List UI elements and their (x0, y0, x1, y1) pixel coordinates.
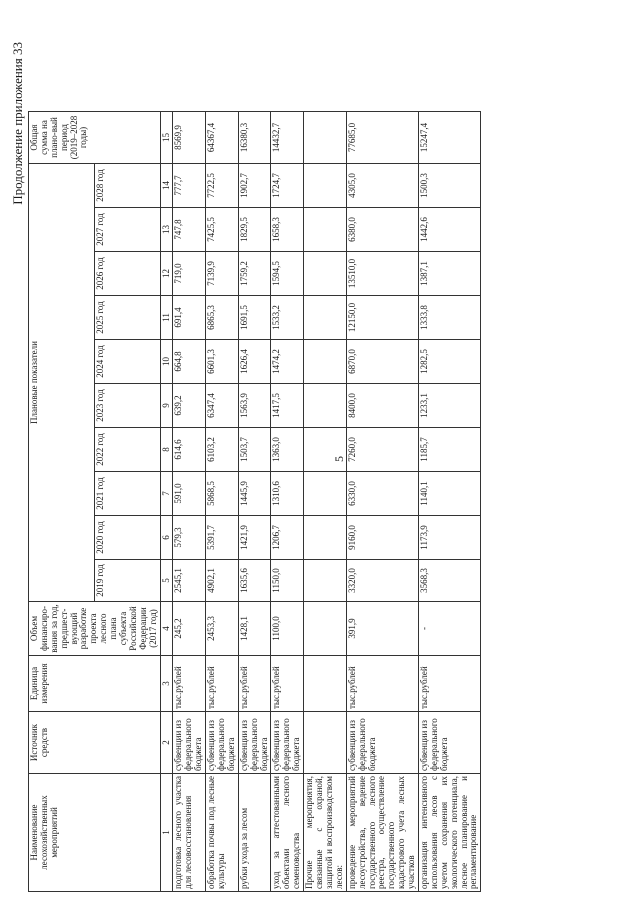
funding-source: субвенции из федерального бюджета (238, 712, 271, 774)
header-year: 2023 год (94, 384, 160, 428)
year-value: 8400,0 (346, 384, 418, 428)
unit: тыс.рублей (271, 656, 304, 712)
year-value: 7260,0 (346, 428, 418, 472)
year-value: 1310,6 (271, 472, 304, 516)
year-value: 1829,5 (238, 208, 271, 252)
total-value: 64367,4 (206, 112, 239, 164)
year-value: 5868,5 (206, 472, 239, 516)
section-title: Прочие мероприятия, связанные с охраной, защитой и воспроизводством лесов: (304, 774, 347, 892)
activity-name: обработка почвы под лесные культуры (206, 774, 239, 892)
column-index: 3 (160, 656, 173, 712)
column-index: 13 (160, 208, 173, 252)
year-value: 1445,9 (238, 472, 271, 516)
base-volume: 1428,1 (238, 602, 271, 656)
year-value: 664,8 (173, 340, 206, 384)
year-value: 1902,7 (238, 164, 271, 208)
column-index: 7 (160, 472, 173, 516)
total-value: 16380,3 (238, 112, 271, 164)
activity-name: проведение мероприятий лесоустройства, ведение государственного лесного реестра, осуществление государственного кадастрового учета лесных участков (346, 774, 418, 892)
page-number: 5 (332, 456, 346, 462)
year-value: 7722,5 (206, 164, 239, 208)
year-value: 1563,9 (238, 384, 271, 428)
year-value: 1150,0 (271, 560, 304, 602)
year-value: 579,3 (173, 516, 206, 560)
year-value: 747,8 (173, 208, 206, 252)
base-volume: - (418, 602, 480, 656)
year-value: 777,7 (173, 164, 206, 208)
year-value: 6870,0 (346, 340, 418, 384)
year-value: 1206,7 (271, 516, 304, 560)
year-value: 5391,7 (206, 516, 239, 560)
year-value: 1185,7 (418, 428, 480, 472)
year-value: 639,2 (173, 384, 206, 428)
year-value: 1417,5 (271, 384, 304, 428)
funding-source: субвенции из федерального бюджета (271, 712, 304, 774)
unit: тыс.рублей (173, 656, 206, 712)
year-value: 1282,5 (418, 340, 480, 384)
year-value: 1363,0 (271, 428, 304, 472)
header-year: 2021 год (94, 472, 160, 516)
column-index: 6 (160, 516, 173, 560)
year-value: 1333,8 (418, 296, 480, 340)
table-row (346, 112, 418, 892)
header-year: 2020 год (94, 516, 160, 560)
column-index: 12 (160, 252, 173, 296)
unit: тыс.рублей (346, 656, 418, 712)
base-volume: 391,9 (346, 602, 418, 656)
funding-source: субвенции из федерального бюджета (173, 712, 206, 774)
header-name: Наименование лесохозяйственных мероприятий (29, 774, 161, 892)
activity-name: рубки ухода за лесом (238, 774, 271, 892)
header-year: 2024 год (94, 340, 160, 384)
column-index: 4 (160, 602, 173, 656)
year-value: 1759,2 (238, 252, 271, 296)
year-value: 719,0 (173, 252, 206, 296)
column-index: 5 (160, 560, 173, 602)
header-year: 2027 год (94, 208, 160, 252)
year-value: 1500,3 (418, 164, 480, 208)
header-year: 2026 год (94, 252, 160, 296)
column-index: 11 (160, 296, 173, 340)
year-value: 1233,1 (418, 384, 480, 428)
year-value: 3568,3 (418, 560, 480, 602)
year-value: 1724,7 (271, 164, 304, 208)
table-row (271, 112, 304, 892)
header-plan: Плановые показатели (29, 164, 95, 602)
activity-name: уход за аттестованными объектами лесного семеноводства (271, 774, 304, 892)
year-value: 1503,7 (238, 428, 271, 472)
base-volume: 245,2 (173, 602, 206, 656)
year-value: 1442,6 (418, 208, 480, 252)
base-volume: 2453,3 (206, 602, 239, 656)
column-index: 15 (160, 112, 173, 164)
base-volume: 1100,0 (271, 602, 304, 656)
year-value: 1173,9 (418, 516, 480, 560)
year-value: 1635,6 (238, 560, 271, 602)
year-value: 12150,0 (346, 296, 418, 340)
year-value: 7139,9 (206, 252, 239, 296)
funding-source: субвенции из федерального бюджета (346, 712, 418, 774)
year-value: 1533,2 (271, 296, 304, 340)
year-value: 4902,1 (206, 560, 239, 602)
year-value: 591,0 (173, 472, 206, 516)
unit: тыс.рублей (206, 656, 239, 712)
header-unit: Единица измерения (29, 656, 161, 712)
unit: тыс.рублей (238, 656, 271, 712)
total-value: 77685,0 (346, 112, 418, 164)
year-value: 1421,9 (238, 516, 271, 560)
column-index: 2 (160, 712, 173, 774)
rotated-page (10, 12, 630, 892)
year-value: 6103,2 (206, 428, 239, 472)
column-index: 1 (160, 774, 173, 892)
header-year: 2028 год (94, 164, 160, 208)
table-row (206, 112, 239, 892)
table-row (173, 112, 206, 892)
header-year: 2025 год (94, 296, 160, 340)
year-value: 6865,3 (206, 296, 239, 340)
year-value: 2545,1 (173, 560, 206, 602)
year-value: 6347,4 (206, 384, 239, 428)
column-index: 14 (160, 164, 173, 208)
year-value: 1626,4 (238, 340, 271, 384)
header-volume: Объем финансиро-вания за год, предшест-вующий разработке проекта лесного плана субъекта Российской Федерации (2017 год) (29, 602, 161, 656)
total-value: 14432,7 (271, 112, 304, 164)
year-value: 1474,2 (271, 340, 304, 384)
header-source: Источник средств (29, 712, 161, 774)
year-value: 1658,3 (271, 208, 304, 252)
year-value: 9160,0 (346, 516, 418, 560)
funding-source: субвенции из федерального бюджета (418, 712, 480, 774)
activity-name: подготовка лесного участка для лесовосстановления (173, 774, 206, 892)
column-index: 8 (160, 428, 173, 472)
total-value: 15247,4 (418, 112, 480, 164)
year-value: 691,4 (173, 296, 206, 340)
year-value: 1140,1 (418, 472, 480, 516)
table-row (418, 112, 480, 892)
year-value: 1387,1 (418, 252, 480, 296)
year-value: 1594,5 (271, 252, 304, 296)
year-value: 3320,0 (346, 560, 418, 602)
column-index: 9 (160, 384, 173, 428)
year-value: 13510,0 (346, 252, 418, 296)
total-value: 8569,9 (173, 112, 206, 164)
year-value: 7425,5 (206, 208, 239, 252)
year-value: 614,6 (173, 428, 206, 472)
header-year: 2019 год (94, 560, 160, 602)
table-row (238, 112, 271, 892)
header-total: Общая сумма на плано-вый период (2019–2028 годы) (29, 112, 161, 164)
activity-name: организация интенсивного использования лесов с учетом сохранения их экологического потенциала, лесное планирование и регламентирование (418, 774, 480, 892)
unit: тыс.рублей (418, 656, 480, 712)
year-value: 6380,0 (346, 208, 418, 252)
year-value: 4305,0 (346, 164, 418, 208)
header-year: 2022 год (94, 428, 160, 472)
year-value: 6330,0 (346, 472, 418, 516)
funding-source: субвенции из федерального бюджета (206, 712, 239, 774)
column-index: 10 (160, 340, 173, 384)
year-value: 6601,3 (206, 340, 239, 384)
continuation-title: Продолжение приложения 33 (10, 42, 25, 205)
financing-table (28, 111, 481, 892)
year-value: 1691,5 (238, 296, 271, 340)
